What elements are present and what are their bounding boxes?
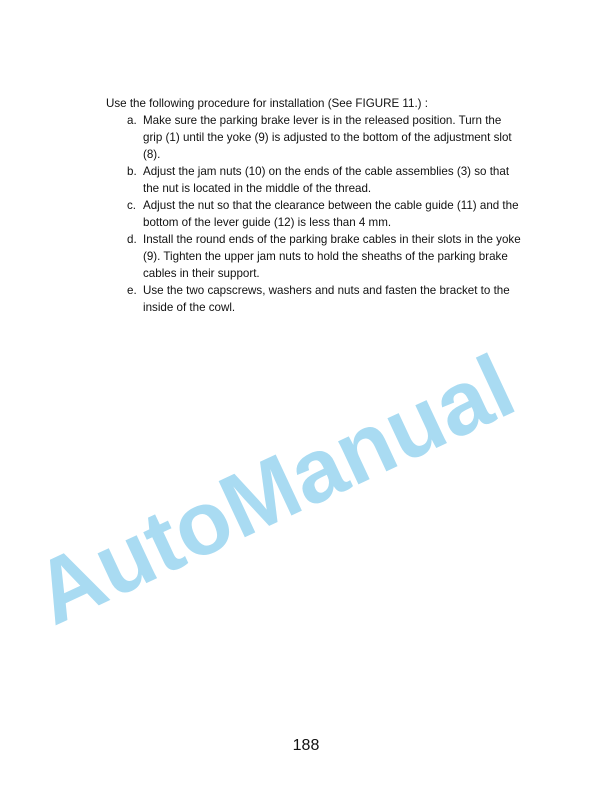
item-text [143,112,512,163]
item-letter: e. [127,284,137,297]
item-text [143,282,510,316]
item-letter: a. [127,114,137,127]
intro-text: Use the following procedure for installation (See FIGURE 11.) : [106,97,428,110]
text-line: Make sure the parking brake lever is in the released position. Turn the [143,114,502,127]
text-line: Install the round ends of the parking brake cables in their slots in the yoke [143,233,521,246]
list-item [127,282,521,316]
list-item [127,231,521,282]
text-line: (9). Tighten the upper jam nuts to hold the sheaths of the parking brake [143,250,508,263]
text-line: inside of the cowl. [143,301,236,314]
text-line: grip (1) until the yoke (9) is adjusted to the bottom of the adjustment slot [143,131,512,144]
list-item [127,163,521,197]
item-text [143,197,519,231]
text-line: cables in their support. [143,267,260,280]
text-line: Adjust the nut so that the clearance between the cable guide (11) and the [143,199,519,212]
item-letter: d. [127,233,137,246]
text-line: Adjust the jam nuts (10) on the ends of the cable assemblies (3) so that [143,165,510,178]
item-text [143,163,509,197]
watermark: AutoManual [19,336,529,645]
item-text [143,231,521,282]
list-item [127,197,521,231]
text-line: (8). [143,148,161,161]
text-line: bottom of the lever guide (12) is less than 4 mm. [143,216,392,229]
procedure-list [127,112,521,316]
page-number: 188 [292,737,320,754]
text-line: the nut is located in the middle of the thread. [143,182,372,195]
text-line: Use the two capscrews, washers and nuts and fasten the bracket to the [143,284,510,297]
list-item [127,112,521,163]
item-letter: c. [127,199,137,212]
item-letter: b. [127,165,137,178]
